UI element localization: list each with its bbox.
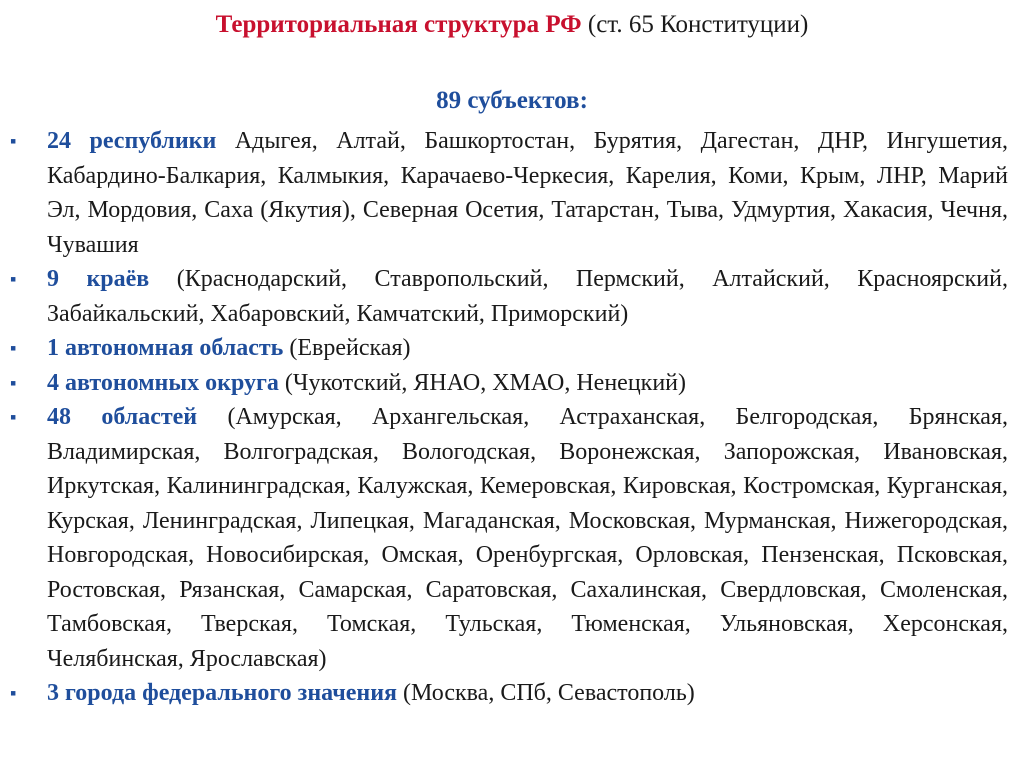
item-heading: 3 города федерального значения xyxy=(47,680,398,706)
title-article-ref: (ст. 65 Конституции) xyxy=(581,11,809,38)
item-heading: 48 областей xyxy=(47,404,198,430)
item-heading: 9 краёв xyxy=(47,266,150,292)
bullet-icon: ▪ xyxy=(10,269,17,289)
subjects-list xyxy=(10,124,1008,711)
bullet-icon: ▪ xyxy=(10,372,17,393)
list-item-federal-cities xyxy=(10,676,1008,711)
slide-title xyxy=(0,8,1024,42)
list-item-krais xyxy=(10,262,1008,331)
item-heading: 1 автономная область xyxy=(47,335,284,361)
item-text: (Краснодарский, Ставропольский, Пермский, Алтайский, Красноярский, Забайкальский, Хабаровский, Камчатский, Приморский) xyxy=(47,266,1008,327)
item-text: (Еврейская) xyxy=(283,335,411,361)
bullet-icon: ▪ xyxy=(10,683,17,703)
list-item-autonomous-oblast xyxy=(10,331,1008,366)
item-heading: 4 автономных округа xyxy=(47,369,279,396)
title-highlight: Территориальная структура РФ xyxy=(215,11,582,38)
subjects-count-heading: 89 субъектов: xyxy=(436,87,588,114)
item-text: (Москва, СПб, Севастополь) xyxy=(397,680,695,706)
item-text: (Амурская, Архангельская, Астраханская, Белгородская, Брянская, Владимирская, Волгоградская, Вологодская, Воронежская, Запорожская, Ивановская, Иркутская, Калининградская, Калужская, Кемеровская, Кировская, Костромская, Курганская, Курская, Ленинградская, Липецкая, Магаданская, Московская, Мурманская, Нижегородская, Новгородская, Новосибирская, Омская, Оренбургская, Орловская, Пензенская, Псковская, Ростовская, Рязанская, Самарская, Саратовская, Сахалинская, Свердловская, Смоленская, Тамбовская, Тверская, Томская, Тульская, Тюменская, Ульяновская, Херсонская, Челябинская, Ярославская) xyxy=(47,404,1009,672)
item-text: (Чукотский, ЯНАО, ХМАО, Ненецкий) xyxy=(278,369,686,396)
item-heading: 24 республики xyxy=(47,128,217,154)
item-text: Адыгея, Алтай, Башкортостан, Бурятия, Дагестан, ДНР, Ингушетия, Кабардино-Балкария, Калмыкия, Карачаево-Черкесия, Карелия, Коми, Крым, ЛНР, Марий Эл, Мордовия, Саха (Якутия), Северная Осетия, Татарстан, Тыва, Удмуртия, Хакасия, Чечня, Чувашия xyxy=(47,128,1009,258)
bullet-icon: ▪ xyxy=(10,407,17,427)
bullet-icon: ▪ xyxy=(10,338,17,358)
list-item-oblasts xyxy=(10,400,1008,676)
list-item-autonomous-okrugs xyxy=(10,366,1008,401)
bullet-icon: ▪ xyxy=(10,131,17,151)
list-item-republics xyxy=(10,124,1008,262)
